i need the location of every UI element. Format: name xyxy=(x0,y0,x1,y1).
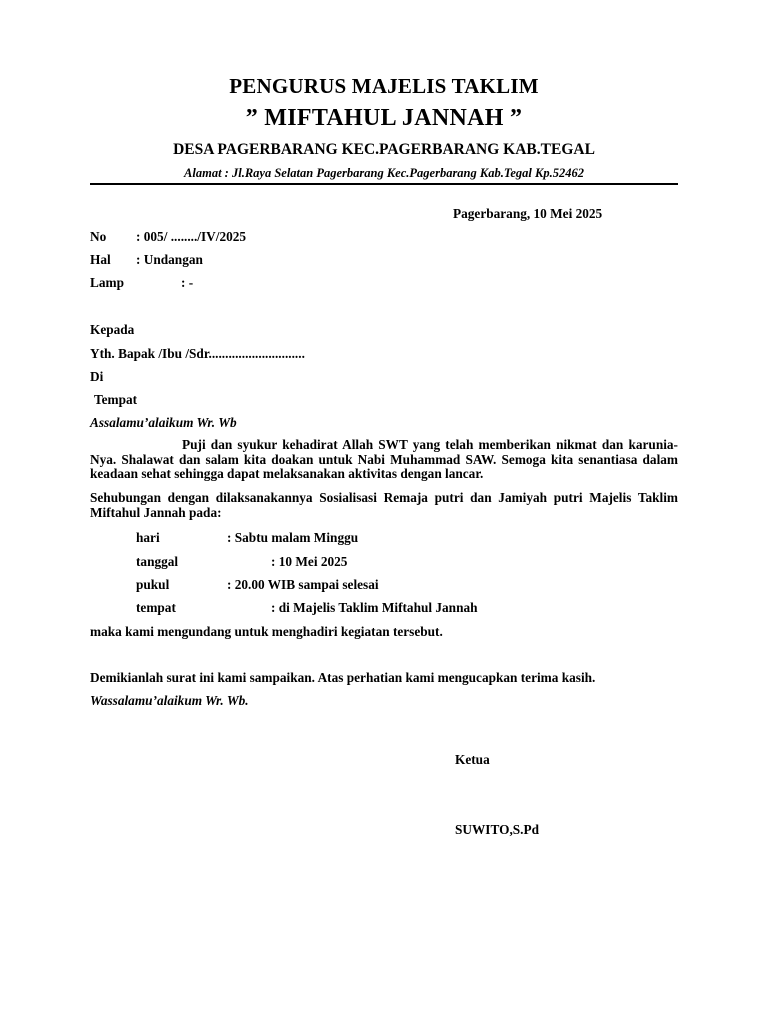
detail-value-tanggal: : 10 Mei 2025 xyxy=(271,554,348,569)
farewell: Wassalamu’alaikum Wr. Wb. xyxy=(90,693,249,708)
closing-line: Demikianlah surat ini kami sampaikan. Atas perhatian kami mengucapkan terima kasih. xyxy=(90,670,596,685)
detail-label-pukul: pukul xyxy=(136,577,170,592)
recipient-to: Kepada xyxy=(90,322,135,337)
body-paragraph-2: Sehubungan dengan dilaksanakannya Sosialisasi Remaja putri dan Jamiyah putri Majelis Taklim Miftahul Jannah pada: xyxy=(90,490,678,520)
address-line: Alamat : Jl.Raya Selatan Pagerbarang Kec.Pagerbarang Kab.Tegal Kp.52462 xyxy=(184,166,584,180)
lamp-label: Lamp xyxy=(90,275,124,290)
detail-value-pukul: : 20.00 WIB sampai selesai xyxy=(227,577,379,592)
recipient-place: Tempat xyxy=(94,392,138,407)
detail-value-tempat: : di Majelis Taklim Miftahul Jannah xyxy=(271,600,478,615)
organization-title: PENGURUS MAJELIS TAKLIM xyxy=(229,74,539,98)
detail-value-hari: : Sabtu malam Minggu xyxy=(227,530,359,545)
signature-name: SUWITO,S.Pd xyxy=(455,822,540,837)
recipient-di: Di xyxy=(90,369,104,384)
hal-label: Hal xyxy=(90,252,111,267)
detail-label-tanggal: tanggal xyxy=(136,554,179,569)
organization-name: ” MIFTAHUL JANNAH ” xyxy=(245,105,523,131)
no-label: No xyxy=(90,229,107,244)
signature-role: Ketua xyxy=(455,752,490,767)
place-date: Pagerbarang, 10 Mei 2025 xyxy=(453,206,603,221)
village-line: DESA PAGERBARANG KEC.PAGERBARANG KAB.TEGAL xyxy=(173,141,595,158)
detail-label-hari: hari xyxy=(136,530,160,545)
no-value: : 005/ ......../IV/2025 xyxy=(136,229,247,244)
letterhead-divider xyxy=(90,183,678,185)
hal-value: : Undangan xyxy=(136,252,203,267)
body-paragraph-1: Puji dan syukur kehadirat Allah SWT yang telah memberikan nikmat dan karunia-Nya. Shalawat dan salam kita doakan untuk Nabi Muhammad SAW. Semoga kita senantiasa dalam keadaan sehat sehingga dapat melaksanakan aktivitas dengan lancar. xyxy=(90,437,678,481)
greeting: Assalamu’alaikum Wr. Wb xyxy=(90,415,237,430)
invitation-line: maka kami mengundang untuk menghadiri kegiatan tersebut. xyxy=(90,624,443,639)
recipient-name-line: Yth. Bapak /Ibu /Sdr............................. xyxy=(90,346,305,361)
lamp-value: : - xyxy=(181,275,194,290)
detail-label-tempat: tempat xyxy=(136,600,176,615)
